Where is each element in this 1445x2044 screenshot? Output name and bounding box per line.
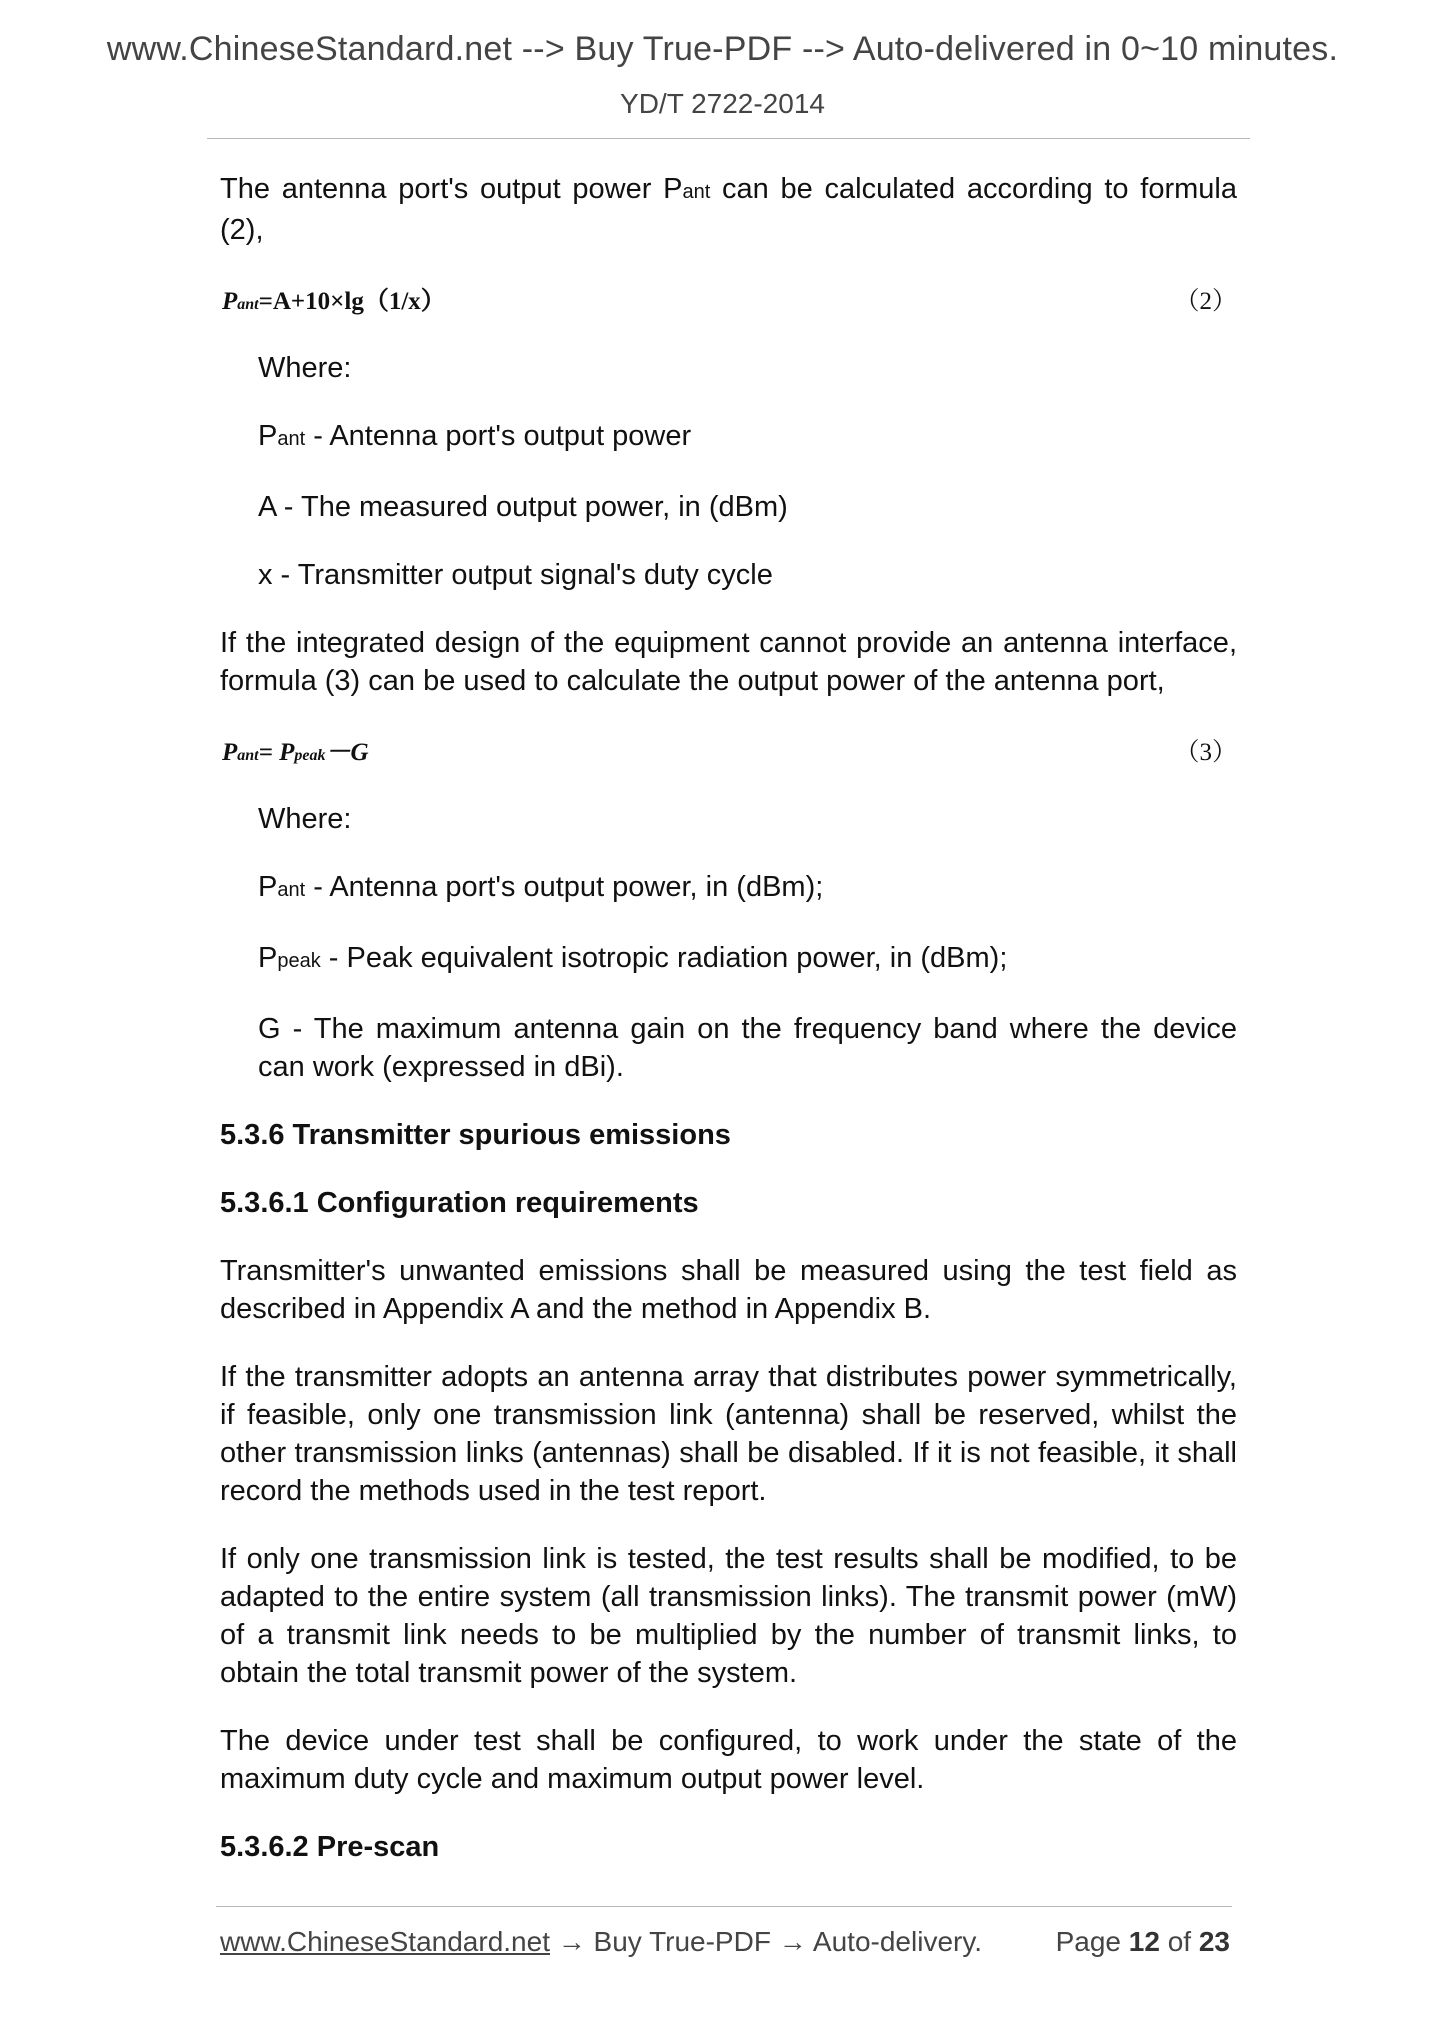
definition-a: A - The measured output power, in (dBm) bbox=[258, 491, 788, 523]
def-pant2-subscript: ant bbox=[277, 879, 306, 901]
intro-text-pre: The antenna port's output power P bbox=[220, 173, 683, 205]
single-link-paragraph: If only one transmission link is tested, the test results shall be modified, to be adapted to the entire system (all transmission links). The transmit power (mW) of a transmit link needs to be multiplied by the number of transmit links, to obtain the total transmit power of the system. bbox=[220, 1543, 1237, 1689]
formula-3 bbox=[220, 730, 1237, 770]
definition-g: G - The maximum antenna gain on the frequency band where the device can work (expressed in dBi). bbox=[258, 1013, 1237, 1083]
def-ppeak-text: - Peak equivalent isotropic radiation power, in (dBm); bbox=[320, 942, 1008, 974]
antenna-array-paragraph: If the transmitter adopts an antenna array that distributes power symmetrically, if feasible, only one transmission link (antenna) shall be reserved, whilst the other transmission links (antennas) shall be disabled. If it is not feasible, it shall record the methods used in the test report. bbox=[220, 1361, 1237, 1507]
page-current: 12 bbox=[1128, 1926, 1160, 1957]
formula-2-lhs-sub: ant bbox=[237, 296, 259, 313]
formula-3-mid: = P bbox=[258, 739, 295, 766]
page-total: 23 bbox=[1198, 1926, 1230, 1957]
heading-5-3-6: 5.3.6 Transmitter spurious emissions bbox=[220, 1119, 731, 1151]
where-label-2: Where: bbox=[258, 803, 352, 835]
def-ppeak-subscript: peak bbox=[277, 950, 321, 972]
intro-text-post: can be calculated according to formula (2), bbox=[220, 173, 1237, 246]
unwanted-emissions-paragraph: Transmitter's unwanted emissions shall be measured using the test field as described in Appendix A and the method in Appendix B. bbox=[220, 1255, 1237, 1325]
def-pant-text: - Antenna port's output power bbox=[305, 420, 692, 452]
footer-left bbox=[220, 1926, 982, 1958]
page-label: Page bbox=[1055, 1926, 1121, 1957]
integrated-design-paragraph: If the integrated design of the equipment cannot provide an antenna interface, formula (3) can be used to calculate the output power of the antenna port, bbox=[220, 627, 1237, 697]
definition-pant-dbm bbox=[258, 868, 1237, 909]
def-pant2-text: - Antenna port's output power, in (dBm); bbox=[305, 871, 824, 903]
definition-pant bbox=[258, 417, 1237, 458]
formula-2-lhs: P bbox=[222, 288, 238, 315]
page-of-label: of bbox=[1167, 1926, 1192, 1957]
formula-2-rhs: =A+10×lg（1/x） bbox=[258, 288, 446, 315]
where-label-1: Where: bbox=[258, 352, 352, 384]
def-ppeak-symbol: P bbox=[258, 942, 278, 974]
formula-2-expression bbox=[222, 283, 446, 324]
top-banner[interactable]: www.ChineseStandard.net --> Buy True-PDF --> Auto-delivered in 0~10 minutes. bbox=[106, 30, 1339, 68]
page-indicator bbox=[1056, 1926, 1230, 1958]
formula-3-rhs: －G bbox=[325, 739, 369, 766]
intro-paragraph bbox=[220, 170, 1237, 249]
formula-3-lhs-sub: ant bbox=[237, 747, 259, 764]
formula-3-lhs: P bbox=[222, 739, 238, 766]
footer-tagline: → Buy True-PDF → Auto-delivery. bbox=[549, 1926, 983, 1957]
dut-config-paragraph: The device under test shall be configured, to work under the state of the maximum duty cycle and maximum output power level. bbox=[220, 1725, 1237, 1795]
formula-3-expression bbox=[222, 734, 369, 775]
formula-2-number: （2） bbox=[1174, 288, 1237, 315]
page-footer bbox=[220, 1926, 1230, 1966]
heading-5-3-6-1: 5.3.6.1 Configuration requirements bbox=[220, 1187, 699, 1219]
formula-3-number: （3） bbox=[1174, 739, 1237, 766]
footer-divider bbox=[216, 1906, 1232, 1907]
page-content bbox=[220, 170, 1237, 1866]
definition-x: x - Transmitter output signal's duty cycle bbox=[258, 559, 773, 591]
heading-5-3-6-2: 5.3.6.2 Pre-scan bbox=[220, 1831, 440, 1863]
formula-2 bbox=[220, 279, 1237, 319]
def-pant-symbol: P bbox=[258, 420, 278, 452]
definition-ppeak bbox=[258, 939, 1237, 980]
def-pant-subscript: ant bbox=[277, 428, 306, 450]
header-divider bbox=[207, 138, 1250, 139]
footer-website-link[interactable]: www.ChineseStandard.net bbox=[220, 1926, 550, 1957]
def-pant2-symbol: P bbox=[258, 871, 278, 903]
standard-number: YD/T 2722-2014 bbox=[620, 88, 825, 119]
formula-3-mid-sub: peak bbox=[294, 747, 326, 764]
intro-subscript: ant bbox=[682, 181, 711, 203]
